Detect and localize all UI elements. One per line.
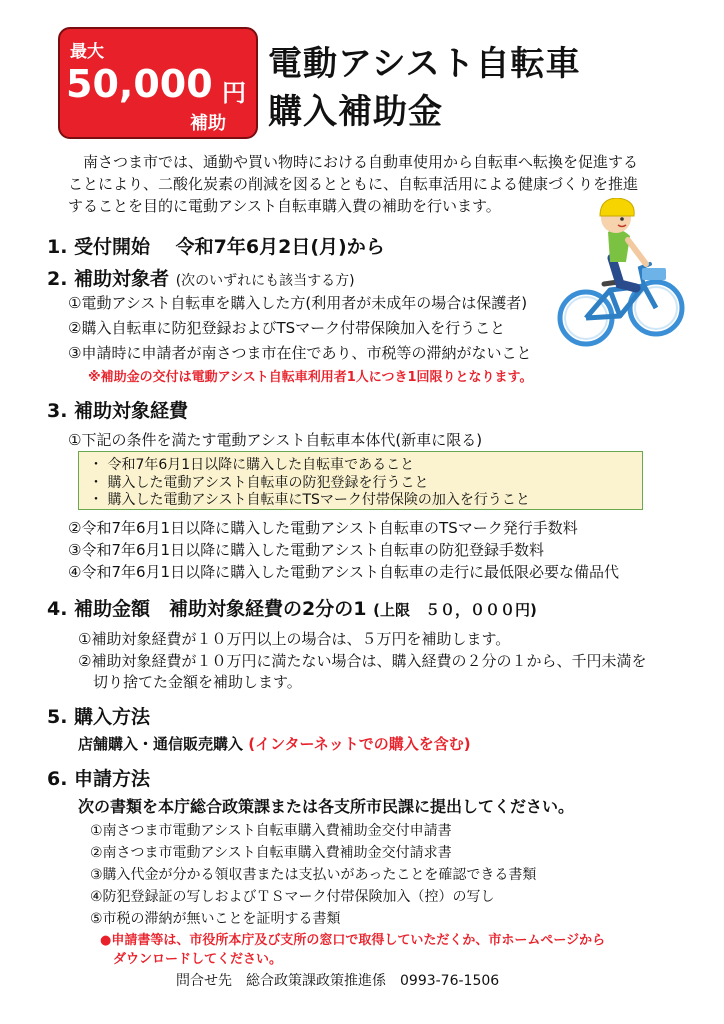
- application-lead: 次の書類を本庁総合政策課または各支所市民課に提出してください。: [78, 797, 575, 816]
- expense-item-4: ④令和7年6月1日以降に購入した電動アシスト自転車の走行に最低限必要な備品代: [68, 563, 620, 581]
- badge-amount: 50,000: [66, 62, 213, 106]
- expense-item-2: ②令和7年6月1日以降に購入した電動アシスト自転車のTSマーク発行手数料: [68, 519, 578, 537]
- document-item-3: ③購入代金が分かる領収書または支払いがあったことを確認できる書類: [90, 867, 537, 883]
- expense-item-3: ③令和7年6月1日以降に購入した電動アシスト自転車の防犯登録手数料: [68, 541, 545, 559]
- eligibility-item-1: ①電動アシスト自転車を購入した方(利用者が未成年の場合は保護者): [68, 294, 528, 312]
- section-4-title: 4. 補助金額 補助対象経費の2分の1: [47, 598, 367, 620]
- condition-1: ・ 令和7年6月1日以降に購入した自転車であること: [89, 457, 415, 473]
- contact-info: 問合せ先 総合政策課政策推進係 0993-76-1506: [176, 973, 500, 989]
- subsidy-badge: [58, 27, 258, 139]
- badge-hojo: 補助: [190, 113, 226, 134]
- purchase-methods: [78, 733, 471, 754]
- purchase-methods-note: (インターネットでの購入を含む): [248, 735, 471, 753]
- intro-line-3: することを目的に電動アシスト自転車購入費の補助を行います。: [68, 197, 501, 215]
- amount-item-1: ①補助対象経費が１０万円以上の場合は、５万円を補助します。: [78, 630, 511, 648]
- notice-line-2: ダウンロードしてください。: [100, 952, 283, 967]
- boy-icon: [600, 198, 646, 288]
- purchase-methods-text: 店舗購入・通信販売購入: [78, 735, 244, 753]
- section-3-heading: 3. 補助対象経費: [47, 400, 189, 422]
- document-item-4: ④防犯登録証の写しおよびＴＳマーク付帯保険加入（控）の写し: [90, 889, 495, 905]
- title-line-1: 電動アシスト自転車: [268, 44, 581, 84]
- conditions-box: [78, 451, 643, 510]
- cyclist-illustration: [548, 198, 688, 358]
- amount-item-2: ②補助対象経費が１０万円に満たない場合は、購入経費の２分の１から、千円未満を: [78, 652, 647, 670]
- section-1-heading: 1. 受付開始 令和7年6月2日(月)から: [47, 236, 385, 258]
- eligibility-item-2: ②購入自転車に防犯登録およびTSマーク付帯保険加入を行うこと: [68, 319, 506, 337]
- notice-line-1: ●申請書等は、市役所本庁及び支所の窓口で取得していただくか、市ホームページから: [100, 933, 606, 948]
- condition-3: ・ 購入した電動アシスト自転車にTSマーク付帯保険の加入を行うこと: [89, 492, 530, 508]
- title-line-2: 購入補助金: [268, 92, 443, 132]
- section-4-heading: [47, 594, 537, 621]
- intro-line-1: 南さつま市では、通勤や買い物時における自動車使用から自転車へ転換を促進する: [68, 153, 639, 171]
- expense-item-1: ①下記の条件を満たす電動アシスト自転車本体代(新車に限る): [68, 431, 483, 449]
- section-6-heading: 6. 申請方法: [47, 768, 151, 790]
- section-4-limit: (上限 ５０，０００円): [373, 601, 537, 619]
- document-item-5: ⑤市税の滞納が無いことを証明する書類: [90, 911, 341, 927]
- document-item-1: ①南さつま市電動アシスト自転車購入費補助金交付申請書: [90, 823, 452, 839]
- intro-line-2: ことにより、二酸化炭素の削減を図るとともに、自転車活用による健康づくりを推進: [68, 175, 639, 193]
- section-2-title: 2. 補助対象者: [47, 268, 170, 290]
- badge-yen: 円: [222, 79, 246, 107]
- condition-2: ・ 購入した電動アシスト自転車の防犯登録を行うこと: [89, 475, 429, 491]
- document-item-2: ②南さつま市電動アシスト自転車購入費補助金交付請求書: [90, 845, 452, 861]
- section-2-heading: [47, 264, 355, 291]
- eligibility-item-3: ③申請時に申請者が南さつま市在住であり、市税等の滞納がないこと: [68, 344, 532, 362]
- section-5-heading: 5. 購入方法: [47, 706, 151, 728]
- one-time-warning: ※補助金の交付は電動アシスト自転車利用者1人につき1回限りとなります。: [88, 370, 533, 385]
- amount-item-2-cont: 切り捨てた金額を補助します。: [78, 673, 302, 691]
- badge-max-label: 最大: [70, 42, 104, 62]
- section-2-note: (次のいずれにも該当する方): [175, 273, 355, 289]
